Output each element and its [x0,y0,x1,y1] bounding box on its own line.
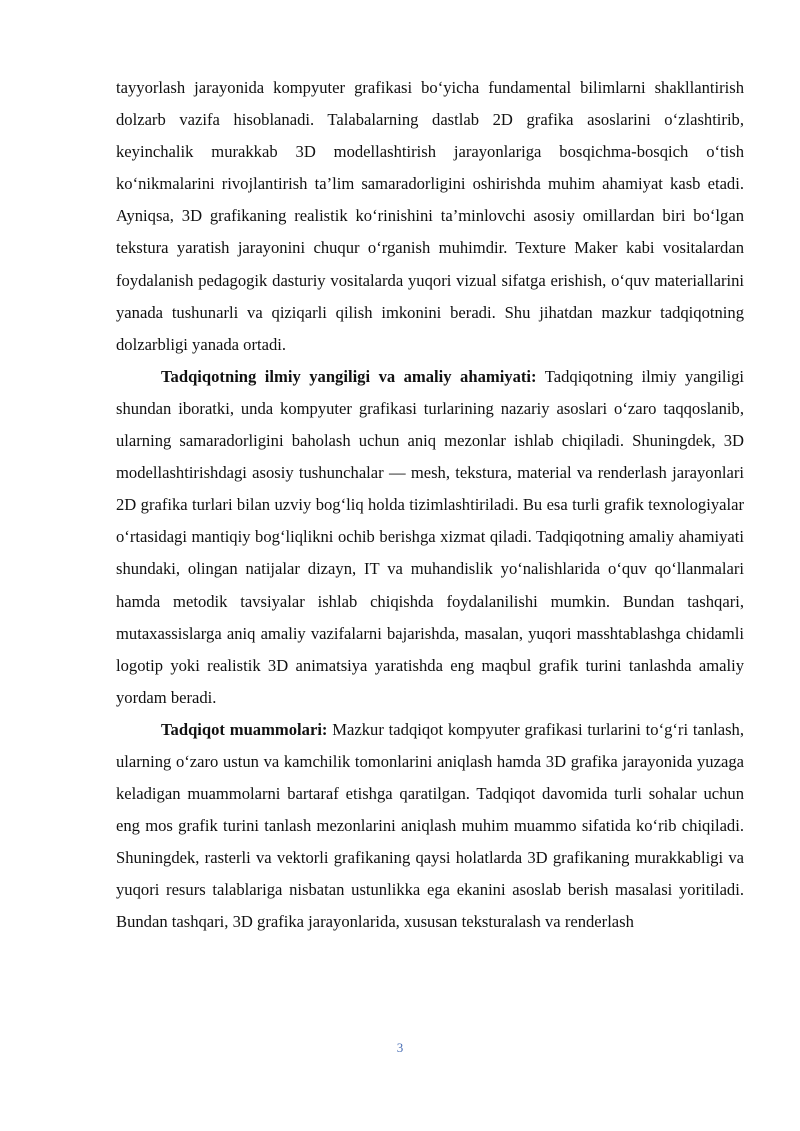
paragraph-text: Tadqiqotning ilmiy yangiligi shundan iboratki, unda kompyuter grafikasi turlarining nazariy asoslari o‘zaro taqqoslanib, ularning samaradorligini baholash uchun aniq mezonlar ishlab chiqiladi. Shuningdek, 3D modellashtirishdagi asosiy tushunchalar — mesh, tekstura, material va renderlash jarayonlari 2D grafika turlari bilan uzviy bog‘liq holda tizimlashtiriladi. Bu esa turli grafik texnologiyalar o‘rtasidagi mantiqiy bog‘liqlikni ochib berishga xizmat qiladi. Tadqiqotning amaliy ahamiyati shundaki, olingan natijalar dizayn, IT va muhandislik yo‘nalishlarida o‘quv qo‘llanmalari hamda metodik tavsiyalar ishlab chiqishda foydalanilishi mumkin. Bundan tashqari, mutaxassislarga aniq amaliy vazifalarni bajarishda, masalan, yuqori masshtablashga chidamli logotip yoki realistik 3D animatsiya yaratishda eng maqbul grafik turini tanlashda amaliy yordam beradi. [116,366,744,707]
document-page [116,72,744,939]
page-number: 3 [396,1040,404,1055]
paragraph-heading: Tadqiqot muammolari: [161,719,328,739]
paragraph-intro-continuation [116,72,744,361]
paragraph-problems [116,714,744,939]
paragraph-novelty [116,361,744,714]
paragraph-text: tayyorlash jarayonida kompyuter grafikasi bo‘yicha fundamental bilimlarni shakllantirish dolzarb vazifa hisoblanadi. Talabalarning dastlab 2D grafika asoslarini o‘zlashtirib, keyinchalik murakkab 3D modellashtirish jarayonlariga bosqichma-bosqich o‘tish ko‘nikmalarini rivojlantirish ta’lim samaradorligini oshirishda muhim ahamiyat kasb etadi. Ayniqsa, 3D grafikaning realistik ko‘rinishini ta’minlovchi asosiy omillardan biri bo‘lgan tekstura yaratish jarayonini chuqur o‘rganish muhimdir. Texture Maker kabi vositalardan foydalanish pedagogik dasturiy vositalarda yuqori vizual sifatga erishish, o‘quv materiallarini yanada tushunarli va qiziqarli qilish imkonini beradi. Shu jihatdan mazkur tadqiqotning dolzarbligi yanada ortadi. [116,78,744,354]
paragraph-heading: Tadqiqotning ilmiy yangiligi va amaliy ahamiyati: [161,366,537,386]
paragraph-text: Mazkur tadqiqot kompyuter grafikasi turlarini to‘g‘ri tanlash, ularning o‘zaro ustun va kamchilik tomonlarini aniqlash hamda 3D grafika jarayonida yuzaga keladigan muammolarni bartaraf etishga qaratilgan. Tadqiqot davomida turli sohalar uchun eng mos grafik turini tanlash mezonlarini aniqlash muhim muammo sifatida ko‘rib chiqiladi. Shuningdek, rasterli va vektorli grafikaning qaysi holatlarda 3D grafikaning murakkabligi va yuqori resurs talablariga nisbatan ustunlikka ega ekanini asoslab berish masalasi yoritiladi. Bundan tashqari, 3D grafika jarayonlarida, xususan teksturalash va renderlash [116,719,745,932]
